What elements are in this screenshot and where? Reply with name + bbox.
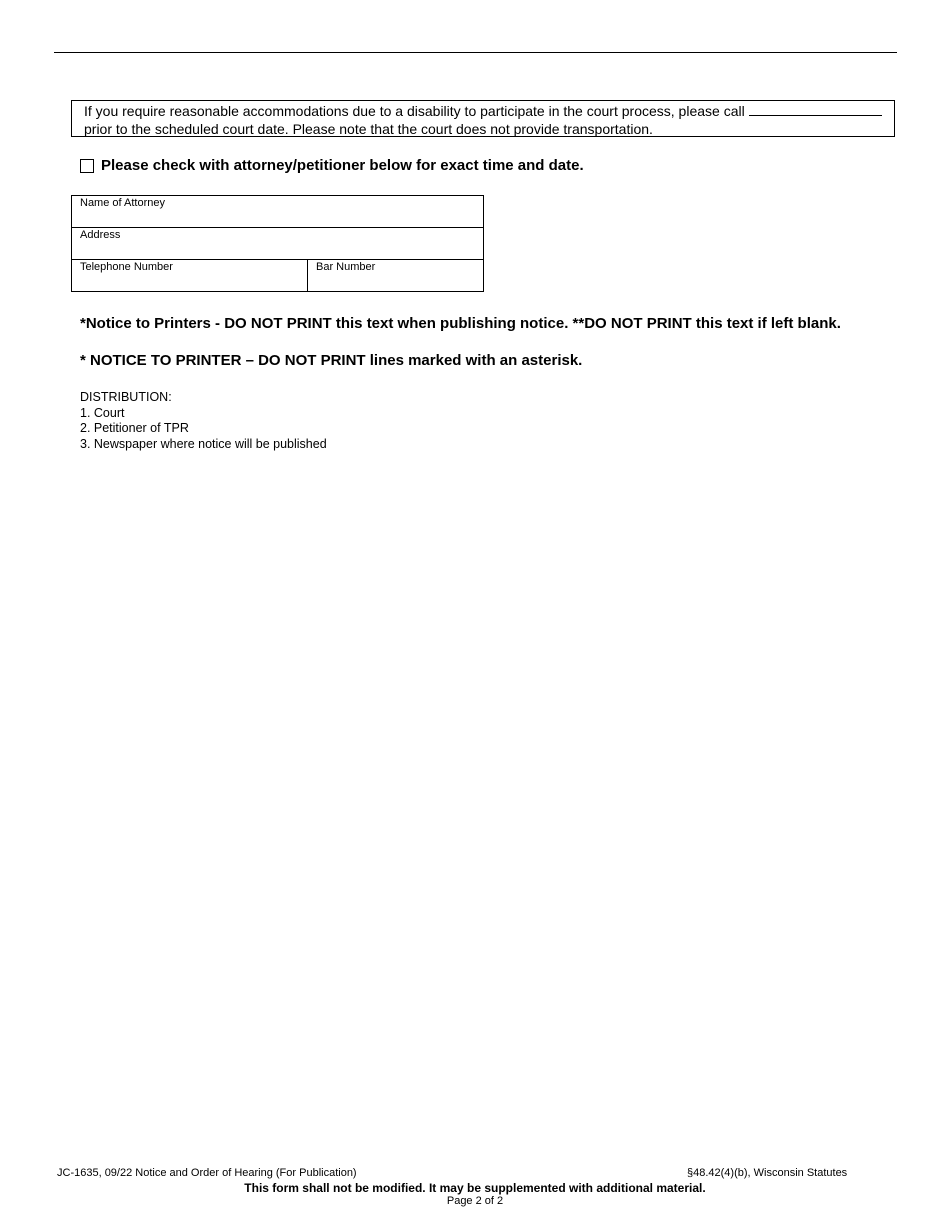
- notice-to-printers: *Notice to Printers - DO NOT PRINT this text when publishing notice. **DO NOT PRINT this text if left blank.: [80, 315, 841, 332]
- attorney-address-label: Address: [80, 229, 121, 241]
- attorney-name-row: [72, 196, 484, 228]
- check-attorney-row: [80, 157, 584, 174]
- bar-number-field[interactable]: [308, 260, 484, 292]
- bar-number-label: Bar Number: [316, 261, 376, 273]
- attorney-name-field[interactable]: [72, 196, 484, 228]
- footer-form-id: JC-1635, 09/22 Notice and Order of Hearing (For Publication): [57, 1167, 357, 1179]
- footer-statute: §48.42(4)(b), Wisconsin Statutes: [687, 1167, 848, 1179]
- accommodation-notice-box: [71, 100, 895, 137]
- attorney-address-field[interactable]: [72, 228, 484, 260]
- footer-page-number: Page 2 of 2: [446, 1195, 504, 1207]
- attorney-info-table: [71, 195, 484, 292]
- accommodation-text-1: If you require reasonable accommodations due to a disability to participate in the court process, please call: [84, 103, 745, 119]
- phone-blank-field[interactable]: [749, 103, 882, 116]
- distribution-item: 1. Court: [80, 405, 125, 420]
- top-divider: [54, 52, 897, 53]
- attorney-name-label: Name of Attorney: [80, 197, 165, 209]
- distribution-item: 2. Petitioner of TPR: [80, 421, 189, 435]
- footer-disclaimer: This form shall not be modified. It may be supplemented with additional material.: [244, 1181, 706, 1195]
- check-attorney-checkbox[interactable]: [80, 159, 94, 173]
- check-attorney-label: Please check with attorney/petitioner below for exact time and date.: [101, 157, 584, 174]
- accommodation-line-2: prior to the scheduled court date. Please note that the court does not provide transportation.: [84, 121, 653, 137]
- notice-asterisk-lines: * NOTICE TO PRINTER – DO NOT PRINT lines marked with an asterisk.: [80, 352, 583, 369]
- attorney-phone-bar-row: [72, 260, 484, 292]
- telephone-number-label: Telephone Number: [80, 261, 173, 273]
- attorney-address-row: [72, 228, 484, 260]
- distribution-heading: DISTRIBUTION:: [80, 390, 172, 404]
- telephone-number-field[interactable]: [72, 260, 308, 292]
- distribution-item: 3. Newspaper where notice will be published: [80, 436, 327, 451]
- distribution-list: [80, 390, 327, 452]
- accommodation-line-1: [84, 102, 894, 120]
